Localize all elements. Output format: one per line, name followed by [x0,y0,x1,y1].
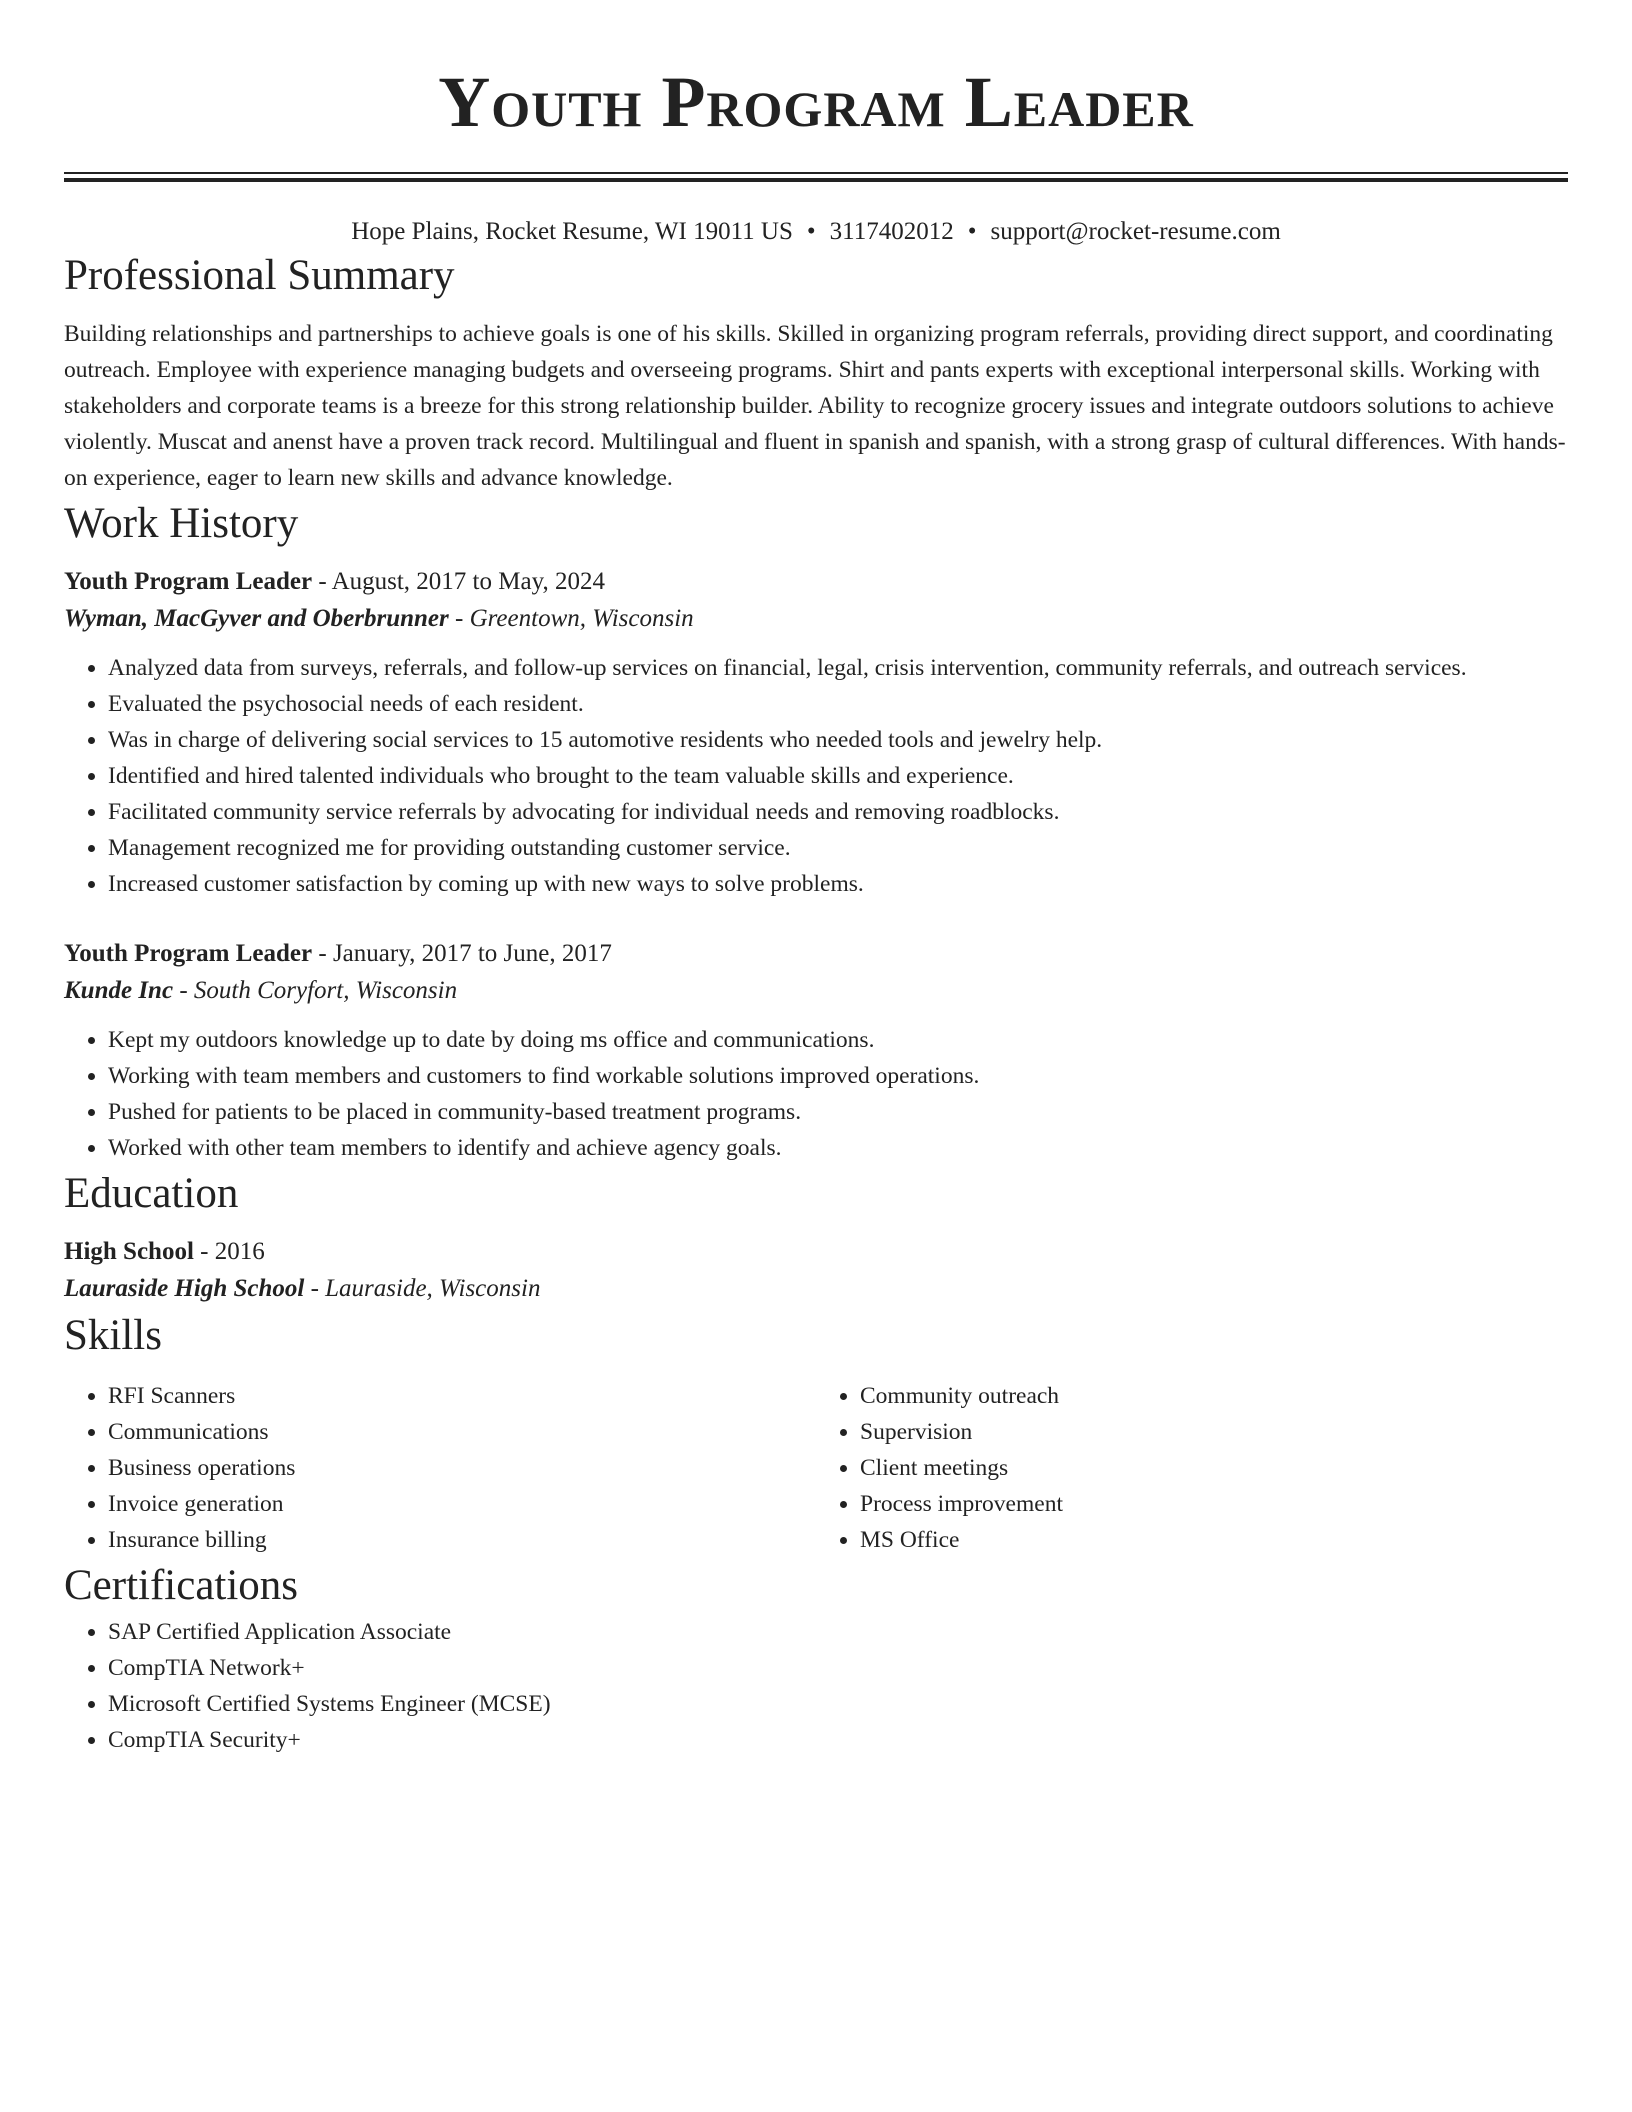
work-history-heading: Work History [64,500,299,547]
list-item: • Facilitated community service referrals by advocating for individual needs and removing roadblocks. [108,794,1568,830]
header-rule-thick [64,178,1568,182]
education-school-line [64,1270,1568,1308]
job-entry [64,936,1568,1166]
job-dates: - January, 2017 to June, 2017 [312,940,612,967]
skills-list-left [64,1378,816,1558]
list-item: • Analyzed data from surveys, referrals, and follow-up services on financial, legal, crisis intervention, community referrals, and outreach services. [108,650,1568,686]
education-entry [64,1234,1568,1308]
skill-item: • Process improvement [860,1486,1568,1522]
skill-item: • MS Office [860,1522,1568,1558]
certification-item: • CompTIA Network+ [108,1650,1568,1686]
certification-item: • Microsoft Certified Systems Engineer (MCSE) [108,1686,1568,1722]
list-item: • Pushed for patients to be placed in community-based treatment programs. [108,1094,1568,1130]
skills-grid [64,1378,1568,1558]
job-entry [64,564,1568,902]
job-duties-list [64,650,1568,902]
skill-item: • Supervision [860,1414,1568,1450]
job-title-line [64,564,1568,600]
resume-name-title: Youth Program Leader [438,62,1194,142]
certification-item: • CompTIA Security+ [108,1722,1568,1758]
education-school: Lauraside High School [64,1275,305,1302]
list-item: • Increased customer satisfaction by coming up with new ways to solve problems. [108,866,1568,902]
contact-separator: • [806,218,816,245]
skills-list-right [816,1378,1568,1558]
job-duties-list [64,1022,1568,1166]
list-item: • Was in charge of delivering social services to 15 automotive residents who needed tools and jewelry help. [108,722,1568,758]
summary-heading: Professional Summary [64,252,455,299]
list-item: • Identified and hired talented individuals who brought to the team valuable skills and experience. [108,758,1568,794]
skill-item: • RFI Scanners [108,1378,816,1414]
education-year: - 2016 [193,1238,265,1265]
job-dates: - August, 2017 to May, 2024 [312,568,605,595]
job-company-line [64,600,1568,638]
list-item: • Working with team members and customers to find workable solutions improved operations. [108,1058,1568,1094]
contact-address: Hope Plains, Rocket Resume, WI 19011 US [351,218,793,245]
skills-heading: Skills [64,1312,162,1359]
job-title: Youth Program Leader [64,940,313,967]
job-company: Wyman, MacGyver and Oberbrunner [64,605,449,632]
certification-item: • SAP Certified Application Associate [108,1614,1568,1650]
header-double-rule [64,172,1568,182]
job-company-line [64,972,1568,1010]
job-location: - South Coryfort, Wisconsin [173,977,458,1004]
list-item: • Worked with other team members to identify and achieve agency goals. [108,1130,1568,1166]
skill-item: • Community outreach [860,1378,1568,1414]
education-location: - Lauraside, Wisconsin [304,1275,541,1302]
skill-item: • Insurance billing [108,1522,816,1558]
list-item: • Management recognized me for providing outstanding customer service. [108,830,1568,866]
header-rule-thin [64,172,1568,174]
job-company: Kunde Inc [64,977,174,1004]
contact-separator: • [967,218,977,245]
education-heading: Education [64,1170,239,1217]
contact-phone: 3117402012 [829,218,954,245]
list-item: • Evaluated the psychosocial needs of each resident. [108,686,1568,722]
certifications-list [64,1614,1568,1758]
skill-item: • Communications [108,1414,816,1450]
skill-item: • Invoice generation [108,1486,816,1522]
job-title: Youth Program Leader [64,568,313,595]
education-degree-line [64,1234,1568,1270]
contact-line [64,216,1568,248]
job-title-line [64,936,1568,972]
summary-text: Building relationships and partnerships to achieve goals is one of his skills. Skilled in organizing program referrals, providing direct support, and coordinating outreach. Employee with experience managing budgets and overseeing programs. Shirt and pants experts with exceptional interpersonal skills. Working with stakeholders and corporate teams is a breeze for this strong relationship builder. Ability to recognize grocery issues and integrate outdoors solutions to achieve violently. Muscat and anenst have a proven track record. Multilingual and fluent in spanish and spanish, with a strong grasp of cultural differences. With hands-on experience, eager to learn new skills and advance knowledge. [64,321,1566,491]
certifications-heading: Certifications [64,1562,299,1609]
job-location: - Greentown, Wisconsin [448,605,694,632]
skill-item: • Client meetings [860,1450,1568,1486]
skill-item: • Business operations [108,1450,816,1486]
list-item: • Kept my outdoors knowledge up to date by doing ms office and communications. [108,1022,1568,1058]
education-degree: High School [64,1238,194,1265]
contact-email: support@rocket-resume.com [990,218,1281,245]
